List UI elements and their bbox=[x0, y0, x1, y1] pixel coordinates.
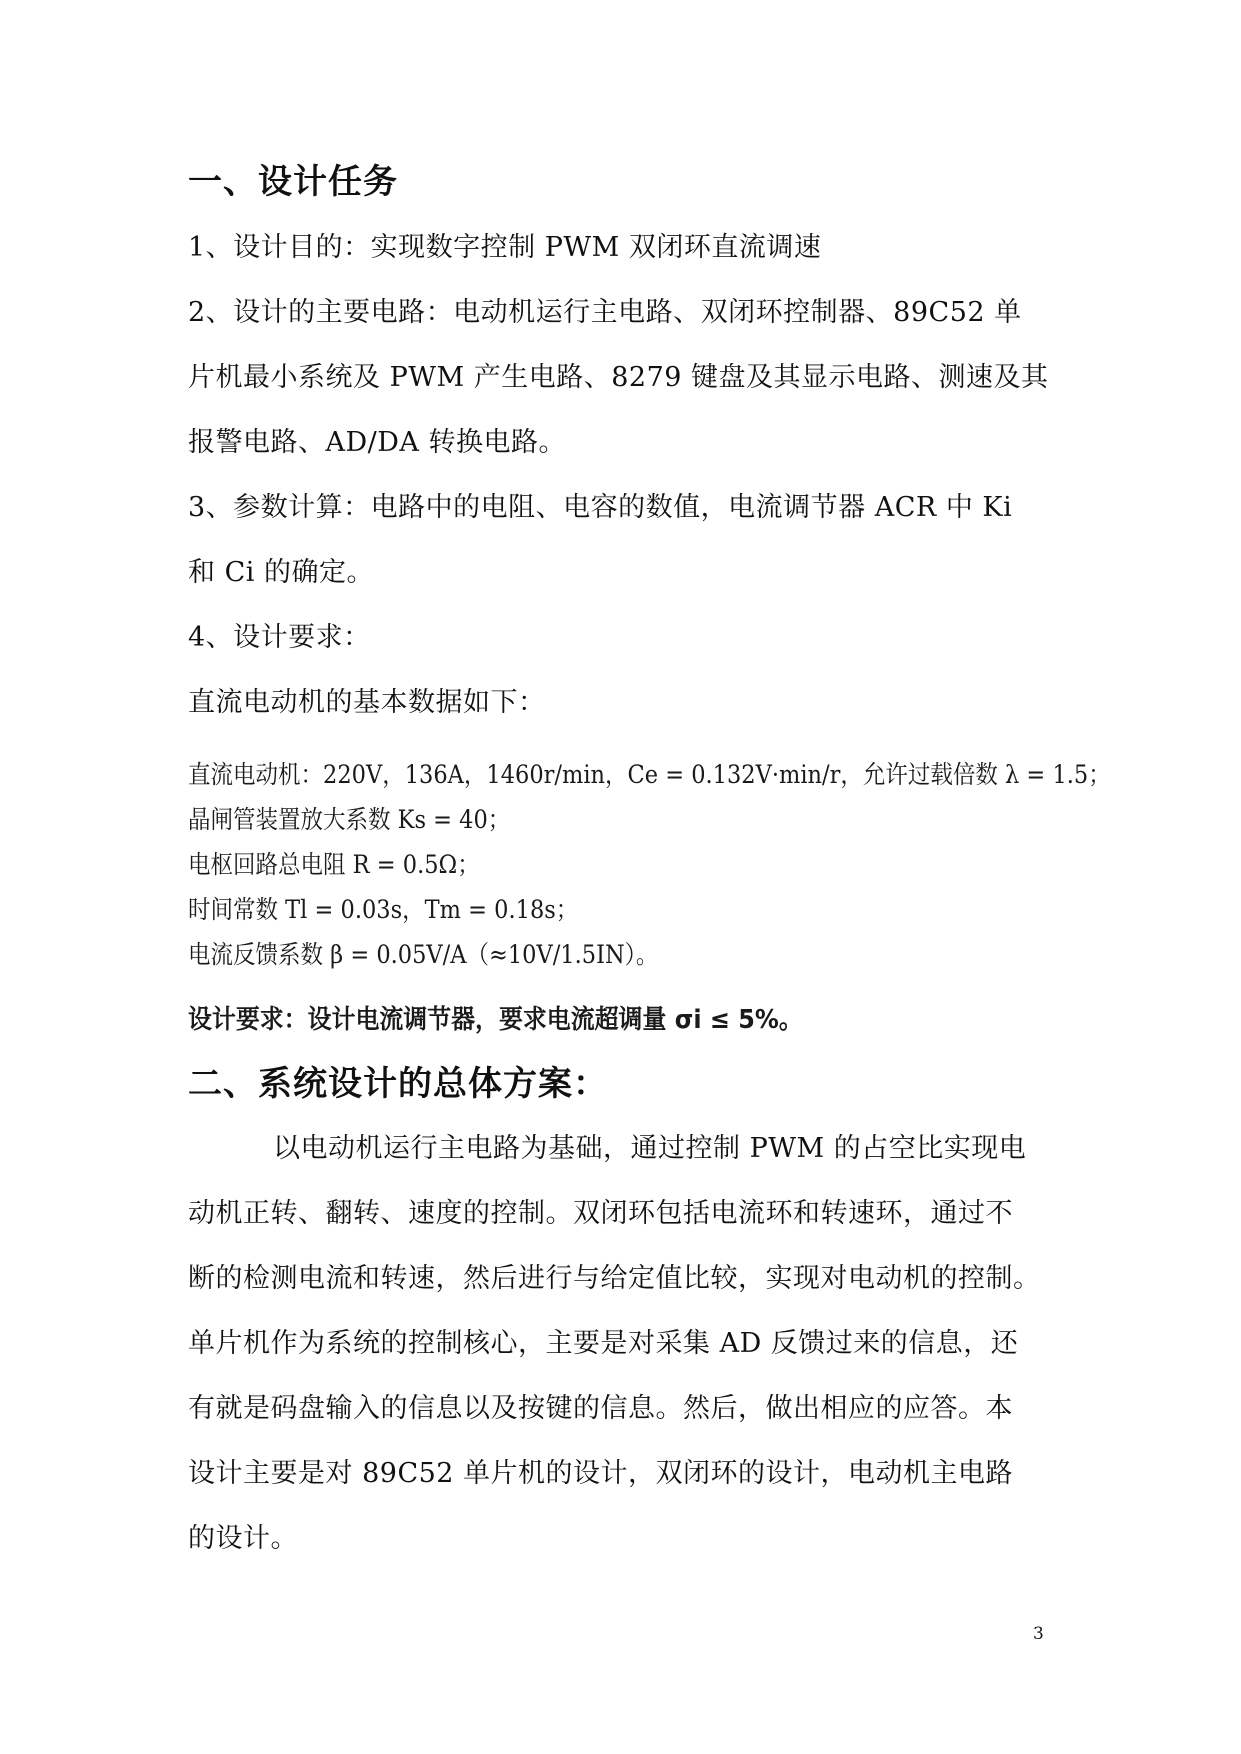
scheme-paragraph-line-3: 断的检测电流和转速，然后进行与给定值比较，实现对电动机的控制。 bbox=[188, 1263, 1041, 1294]
current-regulator-requirement: 设计要求：设计电流调节器，要求电流超调量 σi ≤ 5%。 bbox=[188, 1005, 803, 1035]
thyristor-gain-line: 晶闸管装置放大系数 Ks = 40； bbox=[188, 805, 511, 834]
main-circuits-line-2: 片机最小系统及 PWM 产生电路、8279 键盘及其显示电路、测速及其 bbox=[188, 362, 1049, 393]
scheme-paragraph-line-6: 设计主要是对 89C52 单片机的设计，双闭环的设计，电动机主电路 bbox=[188, 1458, 1014, 1489]
parameter-calc-line-1: 3、参数计算：电路中的电阻、电容的数值，电流调节器 ACR 中 Ki bbox=[188, 492, 1013, 523]
scheme-paragraph-line-5: 有就是码盘输入的信息以及按键的信息。然后，做出相应的应答。本 bbox=[188, 1393, 1013, 1424]
design-requirements-label: 4、设计要求： bbox=[188, 622, 371, 653]
scheme-paragraph-line-4: 单片机作为系统的控制核心，主要是对采集 AD 反馈过来的信息，还 bbox=[188, 1328, 1019, 1359]
scheme-paragraph-line-7: 的设计。 bbox=[188, 1523, 298, 1554]
motor-rating-line: 直流电动机：220V，136A，1460r/min，Ce = 0.132V·min/r，允许过载倍数 λ = 1.5； bbox=[188, 760, 1111, 789]
scheme-paragraph-line-2: 动机正转、翻转、速度的控制。双闭环包括电流环和转速环，通过不 bbox=[188, 1198, 1013, 1229]
scheme-paragraph-line-1: 以电动机运行主电路为基础，通过控制 PWM 的占空比实现电 bbox=[273, 1133, 1027, 1164]
main-circuits-line-3: 报警电路、AD/DA 转换电路。 bbox=[188, 427, 566, 458]
section-2-heading: 二、系统设计的总体方案： bbox=[188, 1064, 608, 1104]
parameter-calc-line-2: 和 Ci 的确定。 bbox=[188, 557, 374, 588]
page-number: 3 bbox=[1033, 1624, 1044, 1644]
motor-data-intro: 直流电动机的基本数据如下： bbox=[188, 687, 546, 718]
section-1-heading: 一、设计任务 bbox=[188, 162, 398, 202]
design-purpose-line: 1、设计目的：实现数字控制 PWM 双闭环直流调速 bbox=[188, 232, 822, 263]
armature-resistance-line: 电枢回路总电阻 R = 0.5Ω； bbox=[188, 850, 480, 879]
current-feedback-line: 电流反馈系数 β = 0.05V/A（≈10V/1.5IN）。 bbox=[188, 940, 659, 969]
main-circuits-line-1: 2、设计的主要电路：电动机运行主电路、双闭环控制器、89C52 单 bbox=[188, 297, 1022, 328]
time-constants-line: 时间常数 Tl = 0.03s，Tm = 0.18s； bbox=[188, 895, 579, 924]
